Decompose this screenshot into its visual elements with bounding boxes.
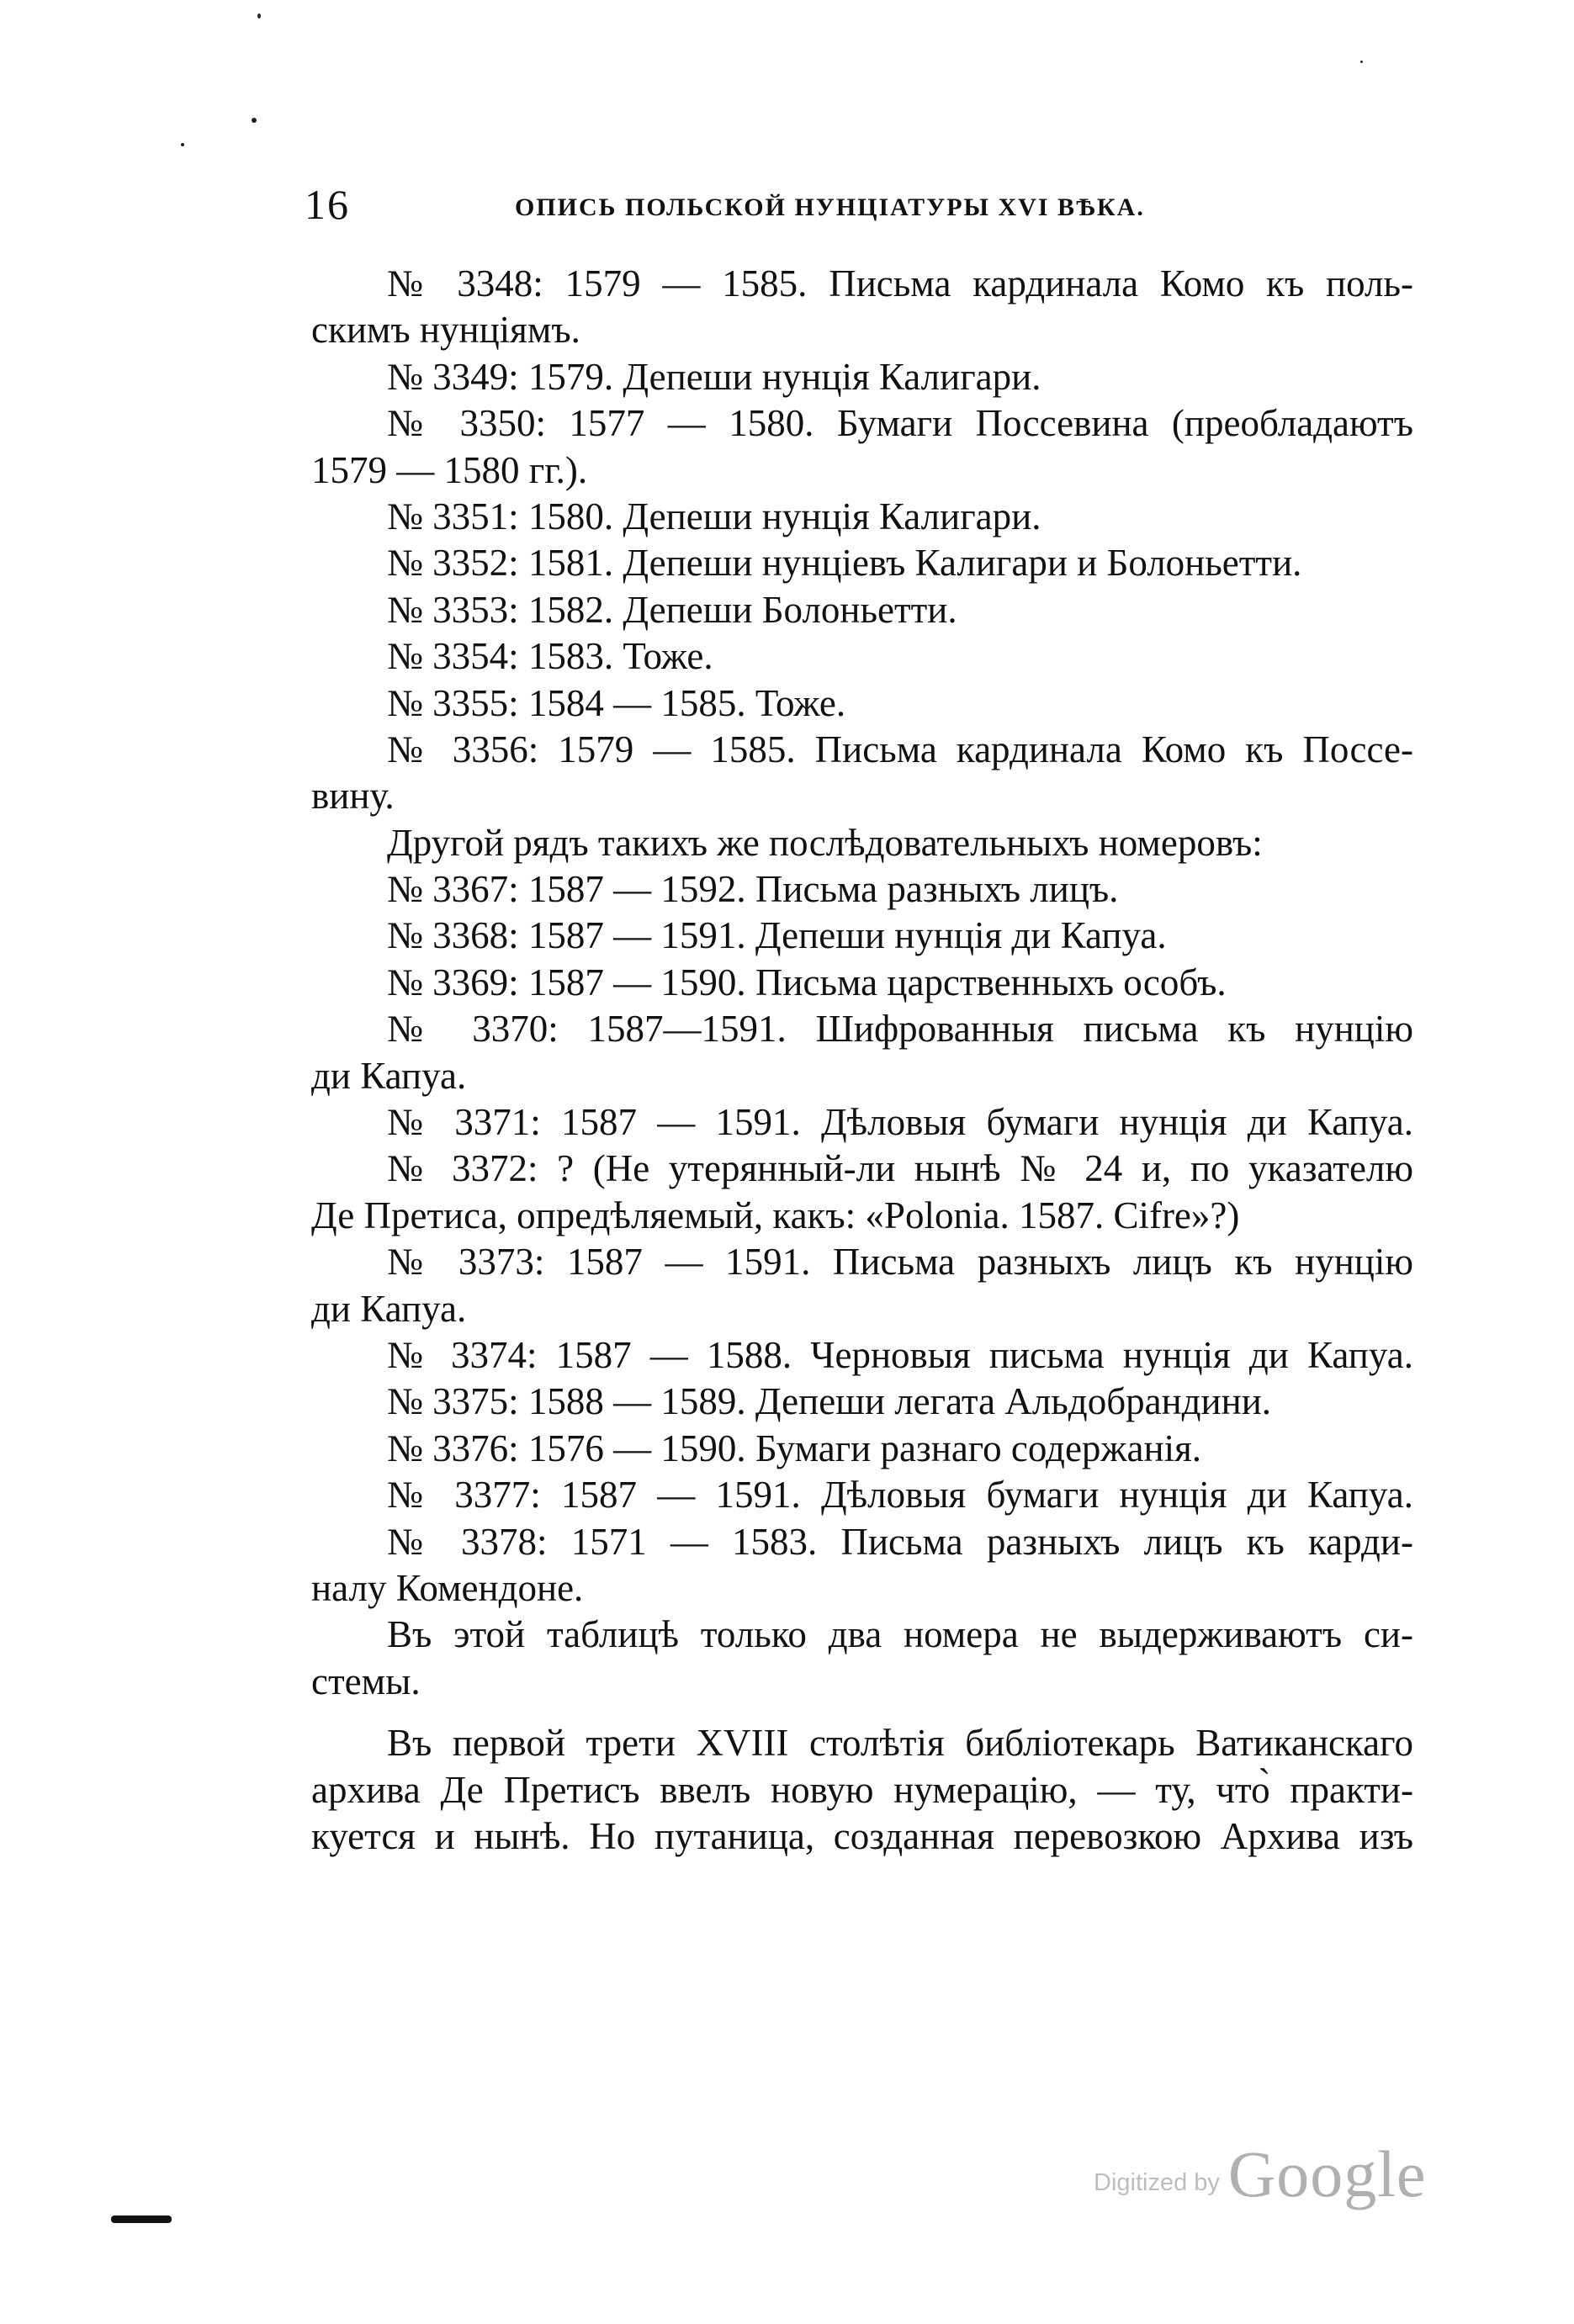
text-line: № 3370: 1587—1591. Шифрованныя письма къ нунцію xyxy=(387,1008,1413,1051)
page-body xyxy=(311,261,1413,1860)
scan-speck xyxy=(1360,61,1363,63)
running-title: ОПИСЬ ПОЛЬСКОЙ НУНЦІАТУРЫ XVI ВѢКА. xyxy=(515,193,1145,221)
page-header xyxy=(305,175,1415,234)
scan-speck xyxy=(257,13,261,19)
text-line: № 3353: 1582. Депеши Болоньетти. xyxy=(387,588,957,631)
text-line: № 3369: 1587 — 1590. Письма царственныхъ особъ. xyxy=(387,961,1227,1003)
page-number: 16 xyxy=(305,181,350,228)
scan-mark xyxy=(111,2215,172,2223)
text-line: ди Капуа. xyxy=(311,1287,467,1330)
text-line: 1579 — 1580 гг.). xyxy=(311,448,588,491)
text-line: № 3349: 1579. Депеши нунція Калигари. xyxy=(387,355,1041,398)
text-line: № 3355: 1584 — 1585. Тоже. xyxy=(387,681,846,724)
text-line: № 3376: 1576 — 1590. Бумаги разнаго содержанія. xyxy=(387,1427,1202,1469)
text-line: № 3352: 1581. Депеши нунціевъ Калигари и Болоньетти. xyxy=(387,542,1302,585)
scan-speck xyxy=(181,143,184,146)
text-line: № 3356: 1579 — 1585. Письма кардинала Комо къ Поссе- xyxy=(387,728,1413,770)
text-line: Другой рядъ такихъ же послѣдовательныхъ номеровъ: xyxy=(387,821,1263,864)
scan-speck xyxy=(252,118,257,123)
text-line: № 3354: 1583. Тоже. xyxy=(387,635,713,678)
google-logo: Google xyxy=(1227,2137,1427,2210)
text-line: стемы. xyxy=(311,1660,421,1702)
text-line: № 3368: 1587 — 1591. Депеши нунція ди Капуа. xyxy=(387,914,1167,957)
text-line: налу Комендоне. xyxy=(311,1566,584,1609)
text-line: № 3377: 1587 — 1591. Дѣловыя бумаги нунція ди Капуа. xyxy=(387,1474,1413,1517)
text-line: № 3350: 1577 — 1580. Бумаги Поссевина (преобладаютъ xyxy=(387,402,1413,445)
text-line: № 3351: 1580. Депеши нунція Калигари. xyxy=(387,495,1041,537)
text-line: № 3374: 1587 — 1588. Черновыя письма нунція ди Капуа. xyxy=(387,1333,1413,1376)
text-line: Въ этой таблицѣ только два номера не выдерживаютъ си- xyxy=(387,1613,1413,1656)
text-line: № 3371: 1587 — 1591. Дѣловыя бумаги нунція ди Капуа. xyxy=(387,1101,1413,1144)
text-line: № 3372: ? (Не утерянный-ли нынѣ № 24 и, по указателю xyxy=(387,1147,1413,1190)
digitized-by-google-watermark xyxy=(1094,2136,1427,2212)
text-line: вину. xyxy=(311,775,395,818)
paragraph-gap xyxy=(311,1705,1413,1720)
text-line: № 3348: 1579 — 1585. Письма кардинала Комо къ поль- xyxy=(387,262,1413,304)
text-line: ди Капуа. xyxy=(311,1054,467,1097)
text-line: № 3373: 1587 — 1591. Письма разныхъ лицъ къ нунцію xyxy=(387,1241,1413,1284)
text-line: куется и нынѣ. Но путаница, созданная перевозкою Архива изъ xyxy=(311,1814,1413,1857)
text-line: № 3367: 1587 — 1592. Письма разныхъ лицъ. xyxy=(387,868,1119,911)
text-line: № 3378: 1571 — 1583. Письма разныхъ лицъ къ карди- xyxy=(387,1520,1413,1563)
text-line: скимъ нунціямъ. xyxy=(311,309,580,352)
text-line: Де Претиса, опредѣляемый, какъ: «Polonia. 1587. Cifre»?) xyxy=(311,1194,1240,1236)
text-line: Въ первой трети XVIII столѣтія библіотекарь Ватиканскаго xyxy=(387,1722,1413,1765)
watermark-prefix: Digitized by xyxy=(1094,2169,1220,2196)
text-line: архива Де Претисъ ввелъ новую нумерацію, — ту, что̀ практи- xyxy=(311,1768,1413,1811)
text-line: № 3375: 1588 — 1589. Депеши легата Альдобрандини. xyxy=(387,1380,1272,1423)
